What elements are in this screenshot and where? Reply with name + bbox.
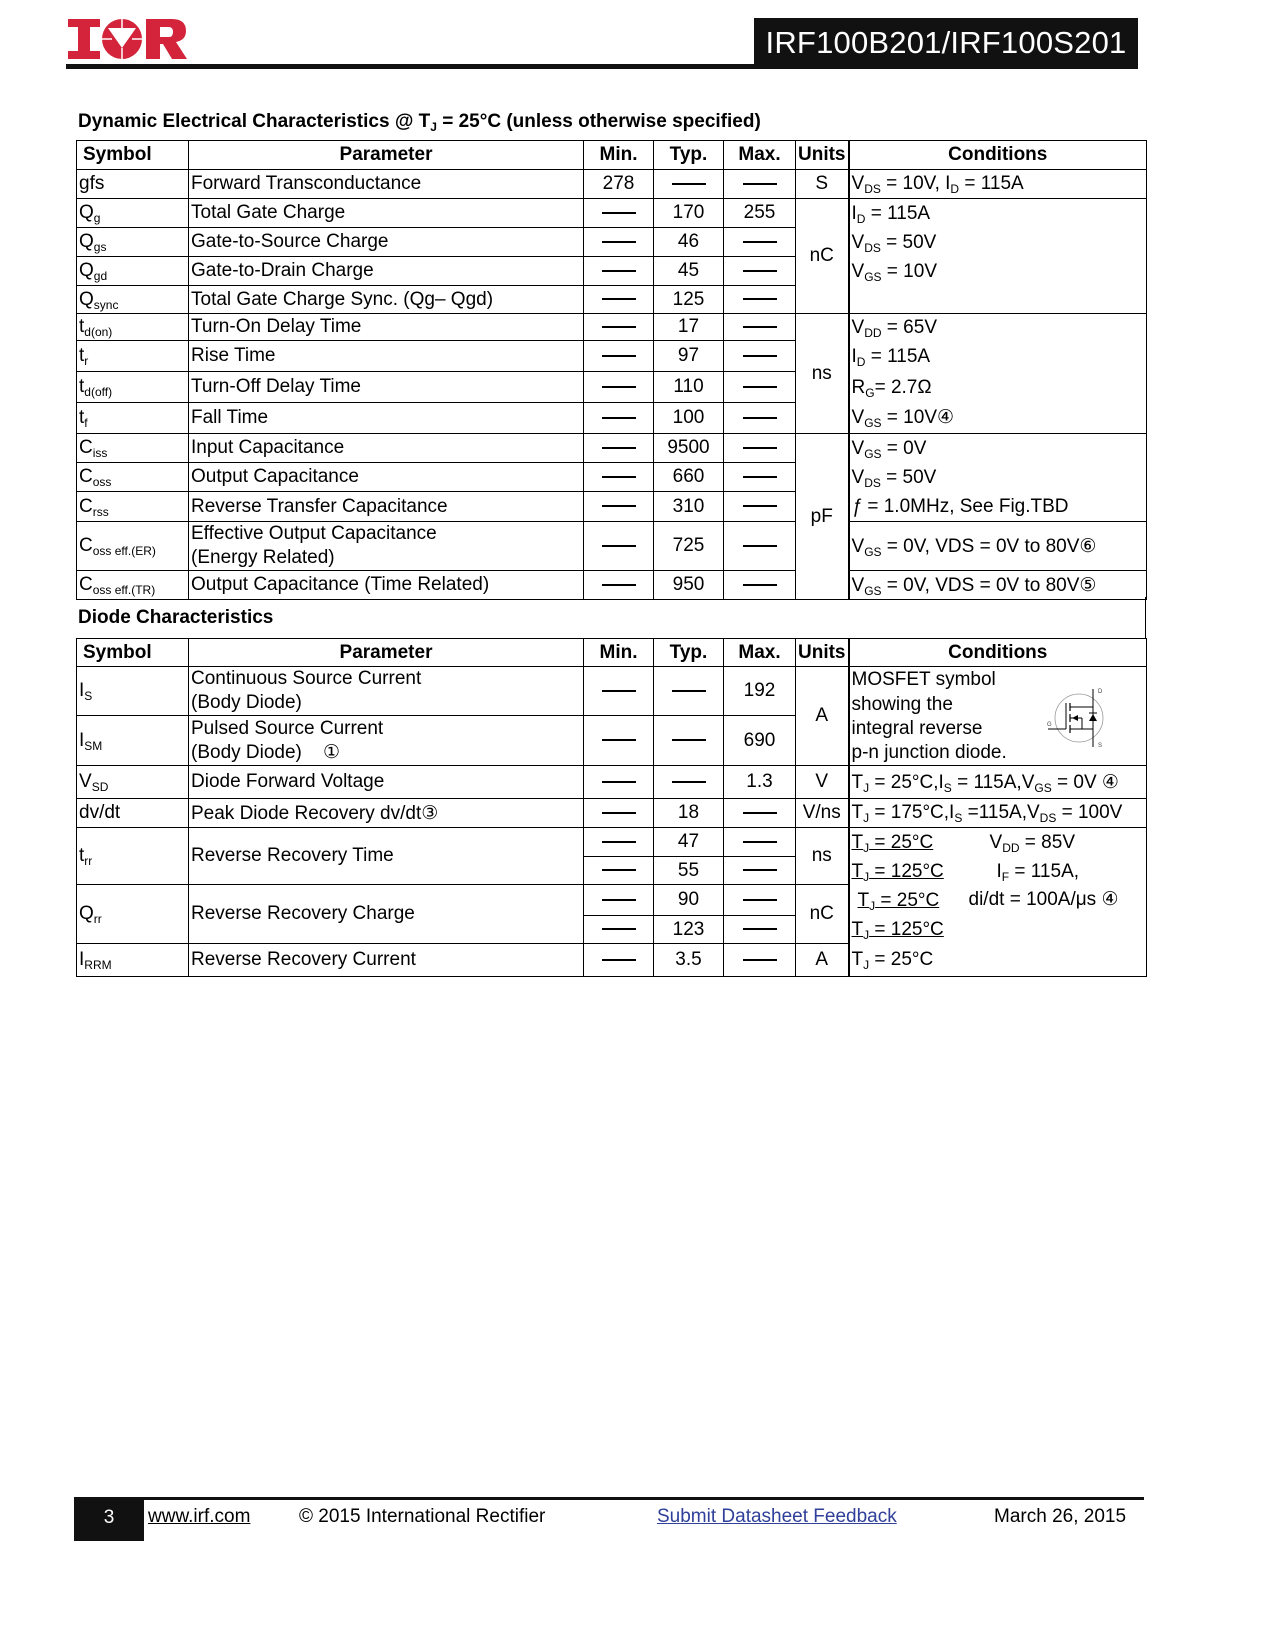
min-value — [584, 522, 654, 571]
typ-value — [654, 766, 724, 799]
max-value — [724, 170, 796, 199]
parameter: Output Capacitance — [189, 463, 584, 492]
col-max: Max. — [724, 639, 796, 667]
table-border — [1145, 597, 1146, 639]
units: pF — [796, 434, 849, 600]
diode-characteristics-table — [76, 638, 1147, 977]
parameter: Effective Output Capacitance (Energy Related) — [189, 522, 584, 571]
typ-value: 950 — [654, 571, 724, 600]
svg-text:S: S — [1097, 743, 1102, 749]
min-value — [584, 667, 654, 716]
units: S — [796, 170, 849, 199]
typ-value: 18 — [654, 799, 724, 828]
symbol: $Q_{rr}$ — [77, 885, 189, 944]
min-value — [584, 916, 654, 944]
typ-value: 45 — [654, 257, 724, 286]
copyright: © 2015 International Rectifier — [299, 1506, 546, 1527]
typ-value — [654, 667, 724, 716]
typ-value: 725 — [654, 522, 724, 571]
max-value — [724, 857, 796, 885]
symbol: $C_{oss}$ — [77, 463, 189, 492]
symbol: $C_{iss}$ — [77, 434, 189, 463]
recovery-conditions: $T_J = 25^\circ C$ $T_J = 125^\circ C$ $T_J = 25^\circ C$ $T_J = 125^\circ C$ $T_J = 25^\circ C$ $V_{DD} = 85V$ $I_F = 115A$, di/dt = 100A/μs ④ — [849, 828, 1147, 977]
col-symbol: Symbol — [77, 639, 189, 667]
symbol: $t_r$ — [77, 341, 189, 372]
max-value — [724, 463, 796, 492]
col-min: Min. — [584, 141, 654, 170]
table-header-row — [77, 141, 1147, 170]
max-value — [724, 885, 796, 916]
typ-value: 170 — [654, 199, 724, 228]
conditions: $T_J = 175^\circ C,I_S =115A,V_{DS} = 100V$ — [849, 799, 1147, 828]
max-value — [724, 492, 796, 522]
units: A — [796, 667, 849, 766]
table-header-row — [77, 639, 1147, 667]
min-value — [584, 857, 654, 885]
typ-value: 17 — [654, 314, 724, 341]
min-value — [584, 257, 654, 286]
units: V — [796, 766, 849, 799]
min-value — [584, 716, 654, 766]
min-value — [584, 571, 654, 600]
symbol: $t_{rr}$ — [77, 828, 189, 885]
mosfet-symbol-conditions: MOSFET symbol showing the integral reverse p-n junction diode. D G S — [849, 667, 1147, 766]
conditions: $V_{DS} = 10V$, $I_D = 115A$ — [849, 170, 1147, 199]
parameter: Reverse Recovery Current — [189, 944, 584, 977]
symbol: $V_{SD}$ — [77, 766, 189, 799]
conditions: $V_{DD} = 65V$ $I_D = 115A$ $R_G= 2.7\Omega$ $V_{GS}$ = 10V④ — [849, 314, 1147, 434]
table-row — [77, 199, 1147, 228]
symbol: $I_{RRM}$ — [77, 944, 189, 977]
max-value — [724, 341, 796, 372]
parameter: Output Capacitance (Time Related) — [189, 571, 584, 600]
symbol: $t_{d(on)}$ — [77, 314, 189, 341]
parameter: Turn-On Delay Time — [189, 314, 584, 341]
max-value — [724, 828, 796, 857]
max-value — [724, 286, 796, 314]
typ-value: 110 — [654, 371, 724, 403]
parameter: Turn-Off Delay Time — [189, 371, 584, 403]
parameter: Diode Forward Voltage — [189, 766, 584, 799]
col-max: Max. — [724, 141, 796, 170]
min-value — [584, 766, 654, 799]
part-number: IRF100B201/IRF100S201 — [754, 18, 1138, 69]
symbol: $I_{SM}$ — [77, 716, 189, 766]
table-row — [77, 314, 1147, 341]
symbol: $Q_{gd}$ — [77, 257, 189, 286]
min-value — [584, 944, 654, 977]
symbol: $C_{oss eff.(TR)}$ — [77, 571, 189, 600]
table-row — [77, 522, 1147, 571]
website-link[interactable]: www.irf.com — [148, 1506, 251, 1527]
min-value — [584, 228, 654, 257]
typ-value: 47 — [654, 828, 724, 857]
min-value — [584, 799, 654, 828]
min-value — [584, 434, 654, 463]
table-row — [77, 434, 1147, 463]
parameter: Rise Time — [189, 341, 584, 372]
typ-value: 46 — [654, 228, 724, 257]
col-parameter: Parameter — [189, 639, 584, 667]
conditions: $V_{GS} = 0V$, VDS = 0V to 80V⑥ — [849, 522, 1147, 571]
max-value: 255 — [724, 199, 796, 228]
units: A — [796, 944, 849, 977]
symbol: $Q_g$ — [77, 199, 189, 228]
parameter: Pulsed Source Current (Body Diode) ① — [189, 716, 584, 766]
page-number: 3 — [74, 1500, 144, 1541]
table-row — [77, 828, 1147, 857]
typ-value: 55 — [654, 857, 724, 885]
table-row — [77, 799, 1147, 828]
title-prefix: Dynamic Electrical Characteristics @ T — [78, 111, 431, 132]
col-typ: Typ. — [654, 141, 724, 170]
ir-logo — [68, 18, 188, 60]
col-parameter: Parameter — [189, 141, 584, 170]
conditions: $I_D = 115A$ $V_{DS} = 50V$ $V_{GS} = 10V$ — [849, 199, 1147, 314]
max-value: 690 — [724, 716, 796, 766]
max-value: 1.3 — [724, 766, 796, 799]
max-value — [724, 434, 796, 463]
units: V/ns — [796, 799, 849, 828]
col-min: Min. — [584, 639, 654, 667]
parameter: Reverse Transfer Capacitance — [189, 492, 584, 522]
publication-date: March 26, 2015 — [994, 1506, 1127, 1527]
parameter: Input Capacitance — [189, 434, 584, 463]
col-conditions: Conditions — [849, 141, 1147, 170]
parameter: Total Gate Charge — [189, 199, 584, 228]
svg-text:G: G — [1046, 722, 1052, 728]
min-value: 278 — [584, 170, 654, 199]
parameter: Reverse Recovery Charge — [189, 885, 584, 944]
min-value — [584, 885, 654, 916]
max-value — [724, 522, 796, 571]
col-units: Units — [796, 639, 849, 667]
symbol: $I_S$ — [77, 667, 189, 716]
min-value — [584, 286, 654, 314]
diode-section-title: Diode Characteristics — [78, 607, 274, 628]
max-value — [724, 944, 796, 977]
typ-value: 125 — [654, 286, 724, 314]
typ-value: 90 — [654, 885, 724, 916]
min-value — [584, 371, 654, 403]
symbol: gfs — [77, 170, 189, 199]
typ-value: 660 — [654, 463, 724, 492]
symbol: dv/dt — [77, 799, 189, 828]
max-value — [724, 257, 796, 286]
col-typ: Typ. — [654, 639, 724, 667]
min-value — [584, 828, 654, 857]
min-value — [584, 403, 654, 434]
units: nC — [796, 885, 849, 944]
typ-value: 310 — [654, 492, 724, 522]
col-units: Units — [796, 141, 849, 170]
typ-value: 100 — [654, 403, 724, 434]
table-row — [77, 766, 1147, 799]
svg-text:D: D — [1097, 689, 1102, 695]
max-value: 192 — [724, 667, 796, 716]
parameter: Fall Time — [189, 403, 584, 434]
parameter: Gate-to-Drain Charge — [189, 257, 584, 286]
max-value — [724, 371, 796, 403]
typ-value: 3.5 — [654, 944, 724, 977]
parameter: Total Gate Charge Sync. (Qg– Qgd) — [189, 286, 584, 314]
mosfet-symbol-icon — [1046, 685, 1110, 757]
units: ns — [796, 314, 849, 434]
dynamic-characteristics-table — [76, 140, 1147, 600]
typ-value: 9500 — [654, 434, 724, 463]
min-value — [584, 199, 654, 228]
conditions: $T_J = 25^\circ C,I_S = 115A,V_{GS} = 0V$ ④ — [849, 766, 1147, 799]
symbol: $Q_{gs}$ — [77, 228, 189, 257]
max-value — [724, 228, 796, 257]
symbol: $Q_{sync}$ — [77, 286, 189, 314]
max-value — [724, 314, 796, 341]
symbol: $C_{oss eff.(ER)}$ — [77, 522, 189, 571]
symbol: $t_{d(off)}$ — [77, 371, 189, 403]
col-symbol: Symbol — [77, 141, 189, 170]
dynamic-section-title — [78, 111, 761, 133]
min-value — [584, 314, 654, 341]
typ-value — [654, 716, 724, 766]
min-value — [584, 492, 654, 522]
max-value — [724, 403, 796, 434]
units: nC — [796, 199, 849, 314]
submit-feedback-link[interactable]: Submit Datasheet Feedback — [657, 1506, 897, 1527]
symbol: $t_f$ — [77, 403, 189, 434]
symbol: $C_{rss}$ — [77, 492, 189, 522]
max-value — [724, 799, 796, 828]
table-row — [77, 667, 1147, 716]
parameter: Continuous Source Current (Body Diode) — [189, 667, 584, 716]
min-value — [584, 463, 654, 492]
typ-value — [654, 170, 724, 199]
parameter: Peak Diode Recovery dv/dt③ — [189, 799, 584, 828]
units: ns — [796, 828, 849, 885]
max-value — [724, 916, 796, 944]
title-sub: J — [430, 120, 437, 134]
min-value — [584, 341, 654, 372]
conditions: $V_{GS} = 0V$ $V_{DS} = 50V$ ƒ = 1.0MHz, See Fig.TBD — [849, 434, 1147, 522]
max-value — [724, 571, 796, 600]
col-conditions: Conditions — [849, 639, 1147, 667]
table-row — [77, 571, 1147, 600]
footer-rule — [74, 1497, 1144, 1500]
parameter: Forward Transconductance — [189, 170, 584, 199]
conditions: $V_{GS} = 0V$, VDS = 0V to 80V⑤ — [849, 571, 1147, 600]
title-suffix: = 25°C (unless otherwise specified) — [436, 111, 761, 132]
parameter: Gate-to-Source Charge — [189, 228, 584, 257]
parameter: Reverse Recovery Time — [189, 828, 584, 885]
table-row — [77, 170, 1147, 199]
typ-value: 123 — [654, 916, 724, 944]
typ-value: 97 — [654, 341, 724, 372]
